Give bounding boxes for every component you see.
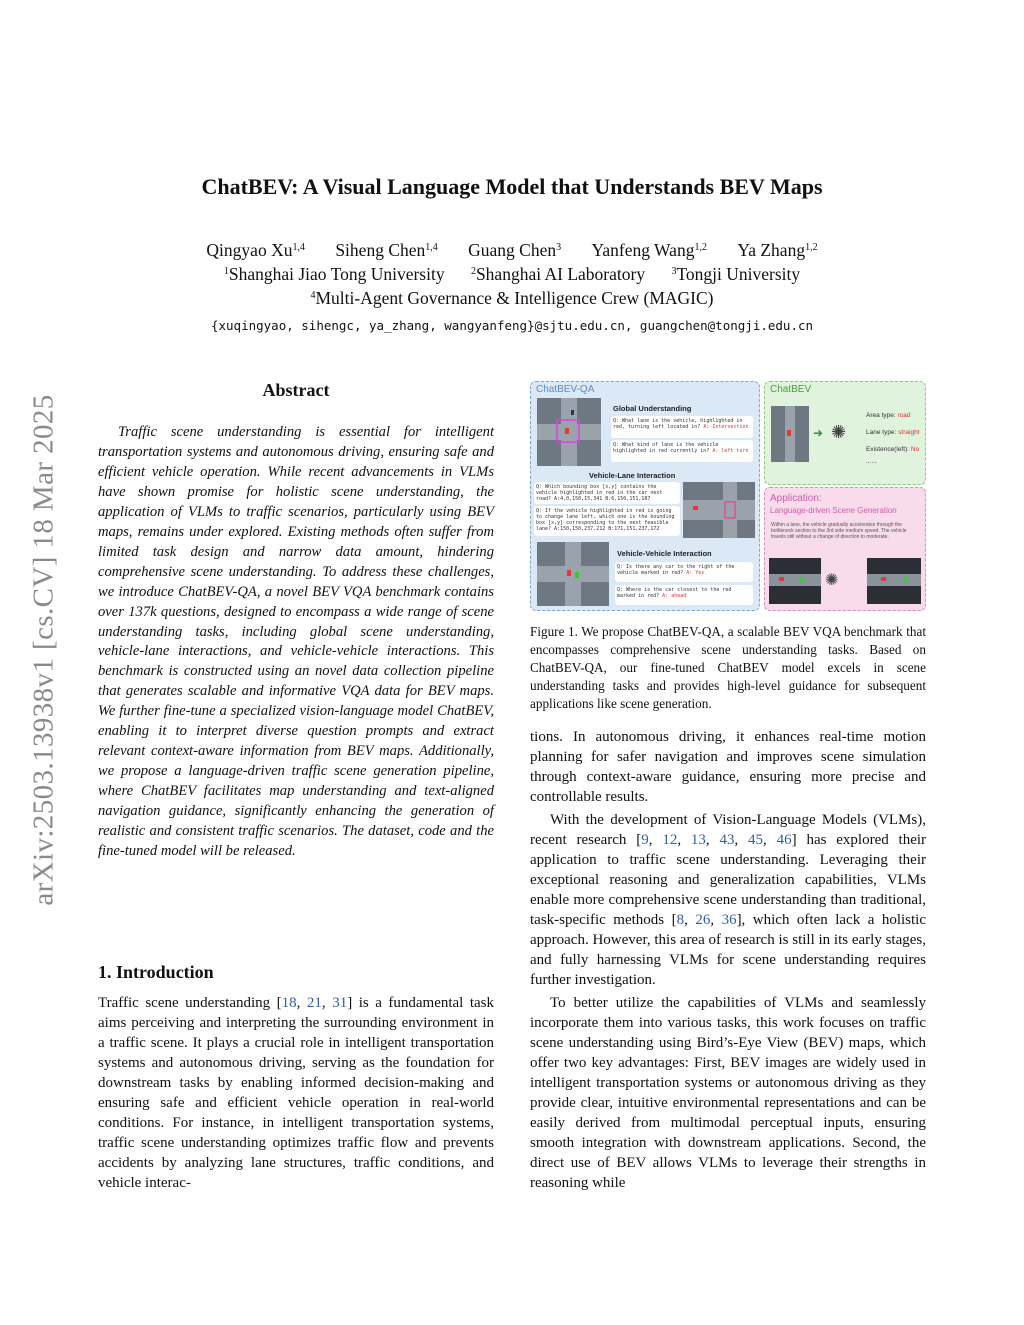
affiliation: $^2$Shanghai AI Laboratory bbox=[470, 264, 646, 284]
citation-link[interactable]: 8 bbox=[676, 911, 685, 928]
panel-label: Application: bbox=[770, 493, 822, 504]
qa-bubble: Q: What kind of lane is the vehicle highlighted in red currently in? A: left turn bbox=[611, 440, 753, 462]
abstract-text: Traffic scene understanding is essential for intelligent transportation systems and autonomous driving, ensuring safe and efficient vehicle operation. While recent advancements in VLMs have shown promise for holistic scene understanding, the application of VLMs to traffic scenarios, particularly using BEV maps, remains under explored. Existing methods often suffer from limited task design and narrow data amount, hindering comprehensive scene understanding. To address these challenges, we introduce ChatBEV-QA, a novel BEV VQA benchmark contains over 137k questions, designed to encompass a wide range of scene understanding tasks, including global scene understanding, vehicle-lane interactions, and vehicle-vehicle interactions. This benchmark is constructed using an novel data collection pipeline that generates scalable and informative VQA data for BEV maps. We further fine-tune a specialized vision-language model ChatBEV, enabling it to interpret diverse question prompts and extract relevant context-aware information from BEV maps. Additionally, we propose a language-driven traffic scene generation pipeline, where ChatBEV facilitates map understanding and text-aligned navigation guidance, significantly enhancing the generation of realistic and consistent traffic scenarios. The dataset, code and the fine-tuned model will be released. bbox=[98, 424, 494, 860]
right-paragraph-1: tions. In autonomous driving, it enhances real-time motion planning for safer navigation and improves scene simulation through context-aware guidance, ensuring more precise and controllable results. bbox=[530, 729, 926, 805]
citation-link[interactable]: 18 bbox=[281, 995, 297, 1011]
attribute-row: Existence(left): No bbox=[866, 446, 920, 453]
qa-bubble: Q: What lane is the vehicle, highlighted in red, turning left located in? A: Intersection bbox=[611, 416, 753, 438]
author-emails: {xuqingyao, sihengc, ya_zhang, wangyanfeng}@sjtu.edu.cn, guangchen@tongji.edu.cn bbox=[210, 318, 814, 333]
affiliations-line-2: $^4$Multi-Agent Governance & Intelligence Crew (MAGIC) bbox=[310, 288, 714, 308]
right-paragraph-3: To better utilize the capabilities of VLMs and seamlessly incorporate them into various tasks, this work focuses on traffic scene understanding using Bird’s-Eye View (BEV) maps, which offer two key advantages: First, BEV images are widely used in intelligent transportation systems or autonomous driving as they provide clear, intuitive environmental representations and can be easily derived from multimodal perceptual inputs, ensuring smooth integration with downstream applications. Second, the direct use of BEV allows VLMs to leverage their strengths in reasoning while bbox=[530, 995, 926, 1191]
author: Yanfeng Wang$^{1,2}$ bbox=[591, 240, 707, 260]
citation-link[interactable]: 26 bbox=[695, 911, 711, 928]
author: Guang Chen$^3$ bbox=[468, 240, 562, 260]
figure-caption: Figure 1. We propose ChatBEV-QA, a scalable BEV VQA benchmark that encompasses comprehensive scene understanding tasks. Based on ChatBEV-QA, our fine-tuned ChatBEV model excels in scene understanding tasks and provides high-level guidance for subsequent applications like scene generation. bbox=[530, 624, 926, 711]
global-understanding-label: Global Understanding bbox=[613, 404, 692, 413]
qa-bubble: Q: Which bounding box [x,y] contains the vehicle highlighted in red in the car next road? A:4,0,150,15,341 B:6,150,151,187 bbox=[534, 482, 680, 504]
arxiv-id: arXiv:2503.13938v1 [cs.CV] 18 Mar 2025 bbox=[27, 394, 60, 906]
qa-bubble: Q: If the vehicle highlighted in red is going to change lane left, which one is the bounding box [x,y] corresponding to the next feasible lane? A:150,150,237,212 B:171,151,237,172 bbox=[534, 506, 680, 536]
panel-label: ChatBEV bbox=[770, 384, 812, 395]
abstract-heading: Abstract bbox=[262, 380, 330, 400]
author-list bbox=[0, 240, 1024, 261]
chatbev-panel bbox=[764, 381, 926, 485]
bev-map-image bbox=[769, 558, 821, 604]
citation-link[interactable]: 43 bbox=[719, 831, 735, 848]
generation-prompt: Within a lane, the vehicle gradually accelerates through the bottleneck section to the 3rd side medium speed. The vehicle travels still without a change of direction to moderate. bbox=[771, 522, 907, 540]
citation-link[interactable]: 36 bbox=[721, 911, 737, 928]
paper-title: ChatBEV: A Visual Language Model that Understands BEV Maps bbox=[201, 174, 823, 199]
citation-link[interactable]: 46 bbox=[776, 831, 792, 848]
introduction-heading: 1. Introduction bbox=[98, 962, 214, 982]
bev-map-image bbox=[771, 406, 809, 462]
author: Siheng Chen$^{1,4}$ bbox=[335, 240, 438, 260]
chatbev-qa-panel bbox=[530, 381, 760, 611]
right-paragraph-2: With the development of Vision-Language Models (VLMs), recent research [9, 12, 13, 43, 45, 46] has explored their application to traffic scene understanding. Leveraging their exceptional reasoning and generalization capabilities, VLMs enable more comprehensive scene understanding than traditional, task-specific methods [8, 26, 36], which often lack a holistic approach. However, this area of research is still in its early stages, and fully harnessing VLMs for scene understanding requires further investigation. bbox=[530, 812, 927, 988]
citation-link[interactable]: 45 bbox=[748, 831, 764, 848]
arxiv-stamp bbox=[20, 350, 68, 950]
author: Ya Zhang$^{1,2}$ bbox=[737, 240, 818, 260]
citation-link[interactable]: 31 bbox=[332, 995, 348, 1011]
attribute-more: ...... bbox=[866, 458, 877, 465]
intro-paragraph: Traffic scene understanding [18, 21, 31] is a fundamental task aims perceiving and interpreting the surrounding environment in a traffic scene. It plays a crucial role in intelligent transportation systems and autonomous driving, serving as the foundation for downstream tasks by enabling informed decision-making and ensuring safe and efficient vehicle operation in real-world conditions. For instance, in intelligent transportation systems, traffic scene understanding optimizes traffic flow and prevents accidents by analyzing lane structures, traffic conditions, and vehicle interac- bbox=[98, 995, 495, 1191]
vehicle-vehicle-label: Vehicle-Vehicle Interaction bbox=[617, 549, 712, 558]
bev-map-image bbox=[867, 558, 921, 604]
network-icon: ✺ bbox=[831, 422, 847, 442]
vehicle-lane-label: Vehicle-Lane Interaction bbox=[589, 471, 676, 480]
arrow-right-icon: ➜ bbox=[813, 426, 824, 440]
qa-bubble: Q: Where is the car closest to the red marked in red? A: ahead bbox=[615, 585, 753, 605]
affiliation: $^3$Tongji University bbox=[671, 264, 801, 284]
panel-label: ChatBEV-QA bbox=[536, 384, 595, 395]
figure-1 bbox=[530, 381, 926, 613]
affiliations-line-1 bbox=[0, 264, 1024, 285]
citation-link[interactable]: 21 bbox=[306, 995, 322, 1011]
affiliation: $^1$Shanghai Jiao Tong University bbox=[223, 264, 445, 284]
citation-link[interactable]: 12 bbox=[662, 831, 678, 848]
application-panel bbox=[764, 487, 926, 611]
qa-bubble: Q: Is there any car to the right of the vehicle marked in red? A: Yes bbox=[615, 562, 753, 582]
bev-map-image bbox=[537, 398, 601, 466]
network-icon: ✺ bbox=[825, 572, 839, 589]
bev-map-image bbox=[537, 542, 609, 606]
citation-link[interactable]: 9 bbox=[641, 831, 649, 848]
attribute-row: Lane type: straight bbox=[866, 429, 920, 436]
panel-sublabel: Language-driven Scene Generation bbox=[770, 506, 897, 515]
author: Qingyao Xu$^{1,4}$ bbox=[206, 240, 305, 260]
citation-link[interactable]: 13 bbox=[690, 831, 706, 848]
attribute-row: Area type: road bbox=[866, 412, 911, 419]
bev-map-image bbox=[683, 482, 755, 538]
